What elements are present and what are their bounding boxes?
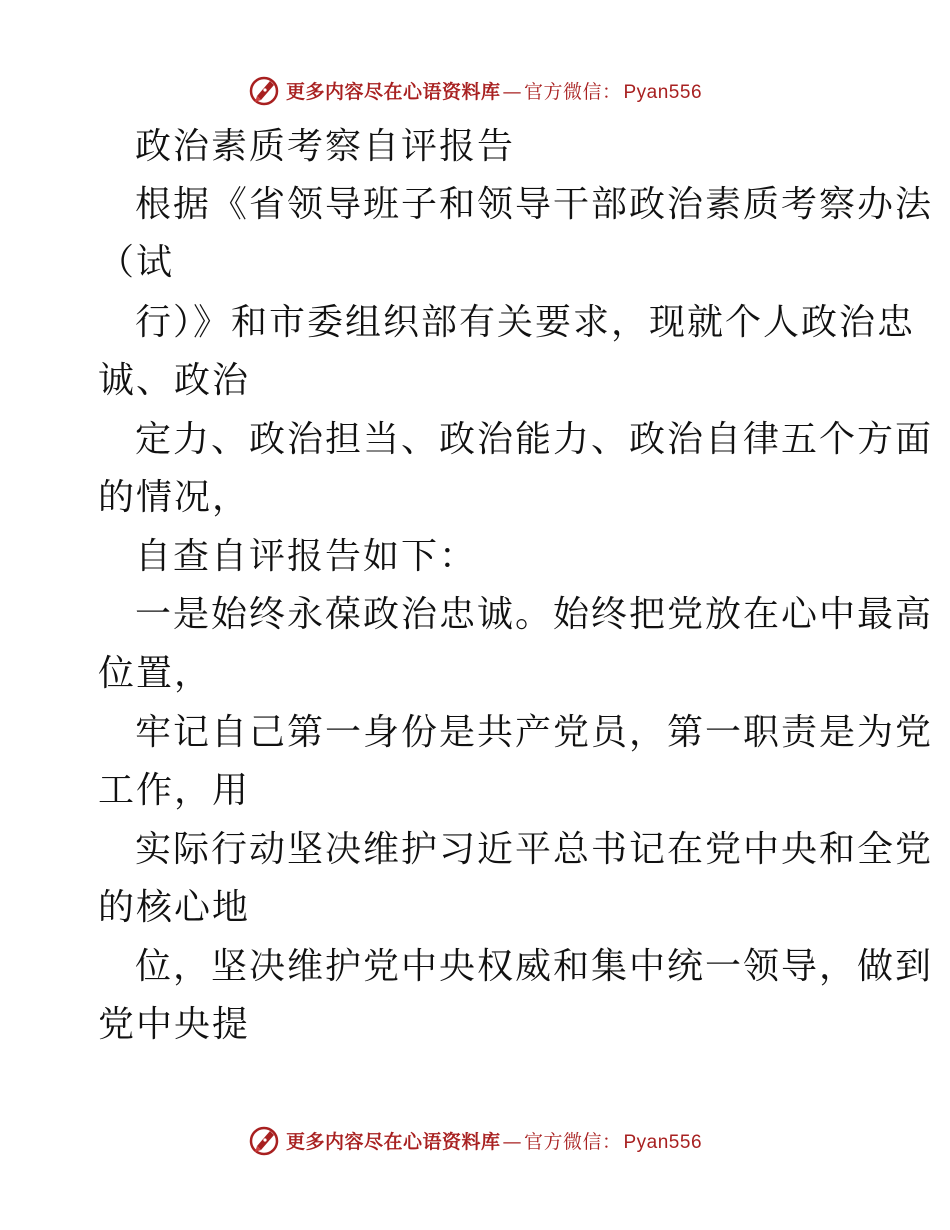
banner-text [286, 77, 702, 104]
banner-wechat-id: Pyan556 [623, 81, 703, 103]
paragraph-line: 实际行动坚决维护习近平总书记在党中央和全党 [135, 829, 934, 870]
banner-wechat-label: 官方微信： [523, 80, 622, 103]
paragraph-line: 牢记自己第一身份是共产党员，第一职责是为党 [135, 712, 934, 753]
banner-main-text: 更多内容尽在心语资料库 [285, 1130, 501, 1153]
banner-main-text: 更多内容尽在心语资料库 [285, 80, 501, 103]
document-title: 政治素质考察自评报告 [135, 126, 516, 167]
paragraph-line: 诚、政治 [98, 360, 251, 401]
banner-wechat-label: 官方微信： [523, 1130, 622, 1153]
header-banner [0, 70, 950, 110]
paragraph-line: 位置， [98, 653, 213, 694]
paragraph-line: 根据《省领导班子和领导干部政治素质考察办法 [135, 184, 934, 225]
footer-banner [0, 1120, 950, 1160]
paragraph-line: 工作，用 [98, 770, 251, 811]
paragraph-line: 定力、政治担当、政治能力、政治自律五个方面 [135, 419, 934, 460]
pen-nib-logo-icon [248, 74, 280, 106]
paragraph-line: 行）》和市委组织部有关要求，现就个人政治忠 [135, 302, 916, 343]
paragraph-line: （试 [98, 242, 175, 283]
banner-separator: — [502, 1130, 522, 1153]
paragraph-line: 的情况， [98, 477, 251, 518]
paragraph-line: 一是始终永葆政治忠诚。始终把党放在心中最高 [135, 594, 934, 635]
paragraph-line: 党中央提 [98, 1004, 251, 1045]
banner-text [286, 1127, 702, 1154]
banner-wechat-id: Pyan556 [623, 1131, 703, 1153]
paragraph-line: 自查自评报告如下： [135, 536, 478, 577]
paragraph-line: 位，坚决维护党中央权威和集中统一领导，做到 [135, 946, 934, 987]
pen-nib-logo-icon [248, 1124, 280, 1156]
banner-separator: — [502, 80, 522, 103]
paragraph-line: 的核心地 [98, 887, 251, 928]
